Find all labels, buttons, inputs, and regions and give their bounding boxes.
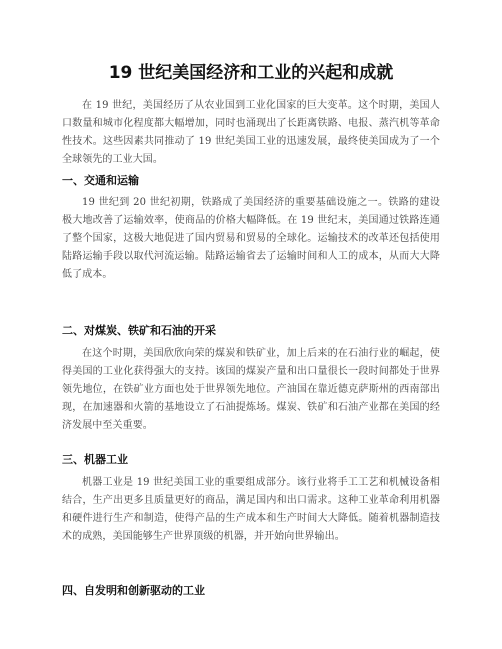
section-heading-machinery: 三、机器工业	[62, 453, 128, 466]
section-heading-transport: 一、交通和运输	[62, 174, 139, 187]
section-heading-mining: 二、对煤炭、铁矿和石油的开采	[62, 324, 216, 337]
document-title: 19 世纪美国经济和工业的兴起和成就	[108, 63, 394, 83]
intro-paragraph: 在 19 世纪，美国经历了从农业国到工业化国家的巨大变革。这个时期，美国人口数量和城市化程度都大幅增加，同时也涌现出了长距离铁路、电报、蒸汽机等革命性技术。这些因素共同推动了 19 世纪美国工业的迅速发展，最终使美国成为了一个全球领先的工业大国。	[62, 100, 440, 165]
section-body-transport: 19 世纪到 20 世纪初期，铁路成了美国经济的重要基础设施之一。铁路的建设极大地改善了运输效率，使商品的价格大幅降低。在 19 世纪末，美国通过铁路连通了整个国家，这极大地促进了国内贸易和贸易的全球化。运输技术的改革还包括使用陆路运输手段以取代河流运输。陆路运输省去了运输时间和人工的成本，从而大大降低了成本。	[62, 197, 440, 280]
section-body-machinery: 机器工业是 19 世纪美国工业的重要组成部分。该行业将手工工艺和机械设备相结合，生产出更多且质量更好的商品，满足国内和出口需求。这种工业革命利用机器和硬件进行生产和制造，使得产品的生产成本和生产时间大大降低。随着机器制造技术的成熟，美国能够生产世界顶级的机器，并开始向世界输出。	[62, 477, 440, 542]
section-body-mining: 在这个时期，美国欣欣向荣的煤炭和铁矿业，加上后来的在石油行业的崛起，使得美国的工业化获得强大的支持。该国的煤炭产量和出口量很长一段时间都处于世界领先地位，在铁矿业方面也处于世界领先地位。产油国在靠近德克萨斯州的西南部出现，在加速器和火箭的基地设立了石油提炼场。煤炭、铁矿和石油产业都在美国的经济发展中至关重要。	[62, 348, 440, 431]
section-heading-innovation: 四、自发明和创新驱动的工业	[62, 584, 205, 597]
